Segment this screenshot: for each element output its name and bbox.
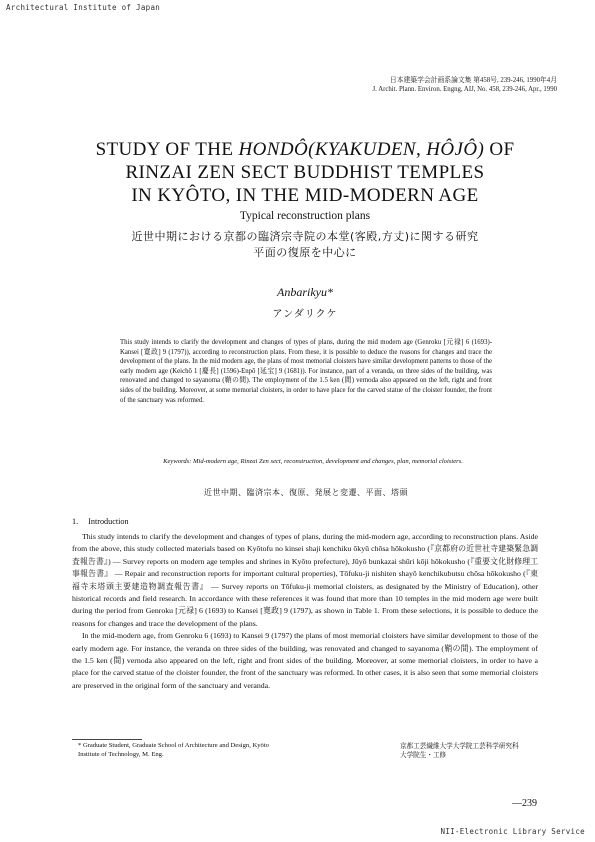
- citation-line-jp: 日本建築学会計画系論文集 第458号, 239-246, 1990年4月: [389, 77, 557, 84]
- title-line-3: IN KYÔTO, IN THE MID-MODERN AGE: [131, 185, 479, 206]
- title-italic: HONDÔ(KYAKUDEN, HÔJÔ): [238, 139, 485, 160]
- page-number: —239: [512, 798, 537, 809]
- paragraph-1: This study intends to clarify the development and changes of types of plans, during the mid-modern age, according to reconstruction plans. Aside from the above, this study collected materials based on Kyōtofu no kinsei shaji kenchiku ōkyū chōsa hōkokusho (『京都府の近世社寺建築緊急調査報告書』) — Survey reports on modern age temples and shrines in Kyōto prefecture), Jūyō bunkazai shūri kōji hōkokusho (『重要文化財修理工事報告書』 — Repair and reconstruction reports for important cultural properties), Tōfuku-ji nishiten shayō kenchikubutsu chōsa hōkokusho (『東福寺末塔頭主要建造物調査報告書』 — Survey reports on Tōfuku-ji memorial cloisters, as designated by the Ministry of Education), other historical records and field research. In accordance with these references it was found that more than 10 temples in the mid modern age were built during the period from Genroku [元禄] 6 (1693) to Kansei [寛政] 9 (1797), as shown in Table 1. From these selections, it is possible to deduce the reasons for changes and trace the development of the plans.: [72, 532, 538, 628]
- journal-citation: [307, 76, 557, 94]
- japanese-title: [70, 229, 540, 261]
- title-line-1: STUDY OF THE HONDÔ(KYAKUDEN, HÔJÔ) OF: [95, 139, 515, 160]
- citation-line-en: J. Archit. Plann. Environ. Engng, AIJ, No. 458, 239-246, Apr., 1990: [372, 86, 557, 93]
- jp-title-line-1: 近世中期における京都の臨済宗寺院の本堂(客殿,方丈)に関する研究: [131, 230, 479, 243]
- author-name-jp: アンダリクケ: [272, 309, 338, 320]
- abstract: This study intends to clarify the development and changes of types of plans, during the mid modern age (Genroku [元禄] 6 (1693)-Kansei [寛政] 9 (1797)), according to reconstruction plans. From these, it is possible to deduce the reasons for changes and trace the development of the plans. In the mid modern age, the plans of most memorial cloisters have similar development patterns to those of the early modern age (Keichō 1 [慶長] (1596)-Enpō [延宝] 9 (1681)). For instance, part of a veranda, on three sides of the building, was renovated and changed to sayanoma (鞘の間). The employment of the 1.5 ken (間) vernoda also appeared on the left, right and front sides of the building. Moreover, at some memorial cloisters, in order to have place for the carved statue of the cloister founder, the front of the sanctuary was reformed.: [120, 339, 492, 404]
- footnote-divider: [72, 739, 142, 740]
- body-text: [72, 531, 538, 692]
- section-heading: [72, 517, 139, 526]
- keywords-jp: 近世中期、臨済宗本、復原、発展と変遷、平面、塔頭: [204, 488, 408, 497]
- section-title: Introduction: [88, 517, 129, 526]
- keywords-text: Mid-modern age, Rinzai Zen sect, reconstruction, development and changes, plan, memorial cloisters.: [191, 458, 463, 465]
- author-name: Anbarikyu*: [277, 285, 333, 299]
- keywords: [148, 457, 478, 466]
- paragraph-2: In the mid-modern age, from Genroku 6 (1693) to Kansei 9 (1797) the plans of most memorial cloisters have similar development to those of the early modern age. For instance, the veranda on three sides of the building, was renovated and changed to sayanoma (鞘の間). The employment of the 1.5 ken (間) vernoda also appeared on the left, right and front sides of the building. Moreover, at some memorial cloisters, in order to have a place for the carved statue of the cloister founder, the front of the sanctuary was reformed. In other cases, it is also seen that some memorial cloisters are preserved in the original form of the sanctuary and veranda.: [72, 631, 538, 690]
- institute-header: Architectural Institute of Japan: [6, 3, 161, 12]
- section-number: 1.: [72, 517, 79, 526]
- paper-title: [70, 138, 540, 207]
- footnote-affiliation-jp: 京都工芸繊維大学大学院工芸科学研究科 大学院生・工修: [400, 742, 519, 759]
- footnote-affiliation: * Graduate Student, Graduate School of Architecture and Design, Kyōto Institute of Technology, M. Eng.: [78, 742, 269, 758]
- paper-subtitle: Typical reconstruction plans: [239, 210, 371, 222]
- jp-title-line-2: 平面の復原を中心に: [253, 246, 357, 259]
- title-line-2: RINZAI ZEN SECT BUDDHIST TEMPLES: [125, 162, 485, 183]
- library-footer: NII-Electronic Library Service: [440, 827, 585, 836]
- keywords-label: Keywords:: [163, 458, 192, 465]
